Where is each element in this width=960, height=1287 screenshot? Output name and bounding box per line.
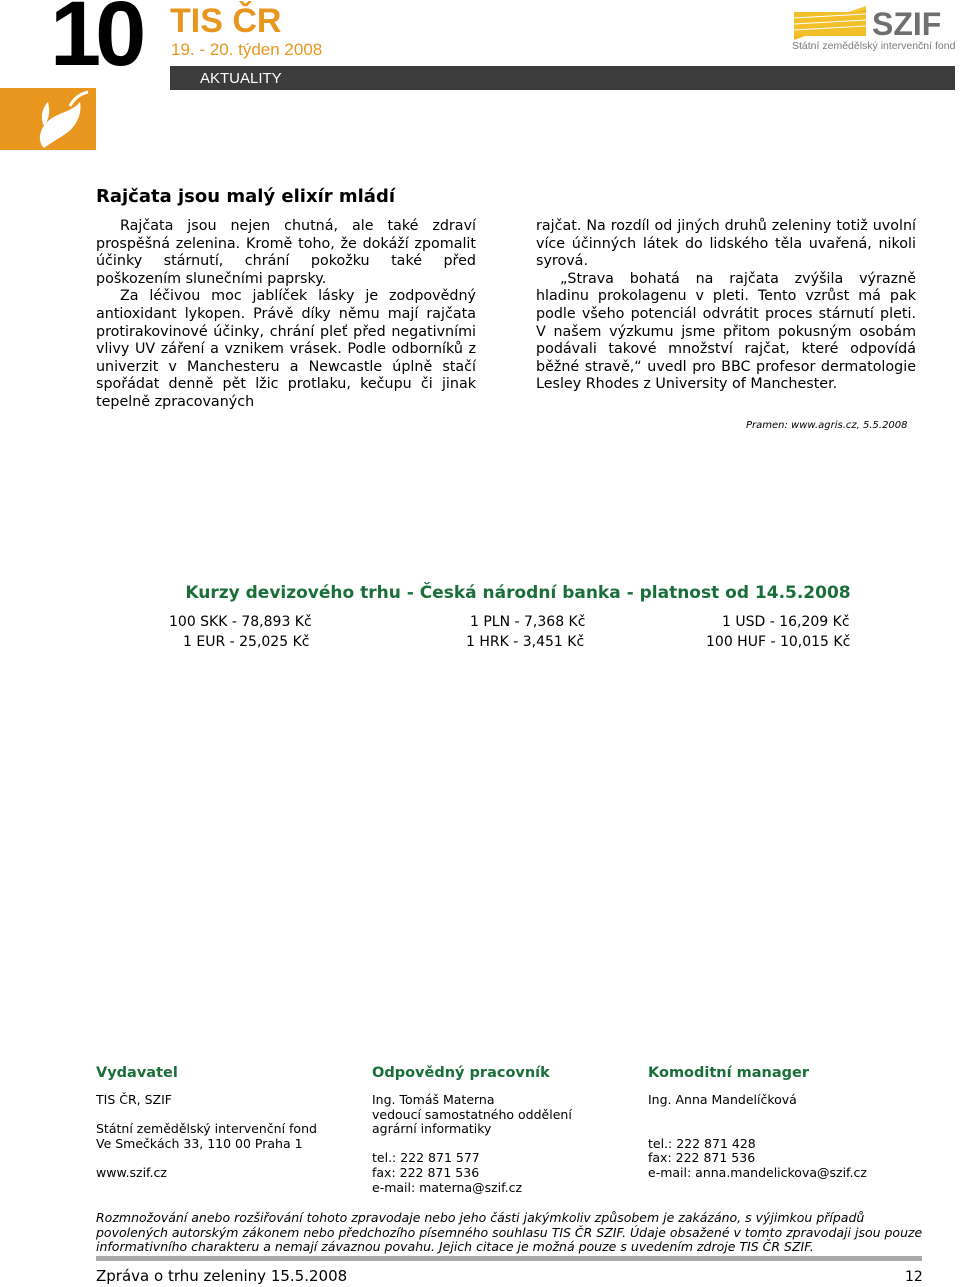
paragraph: „Strava bohatá na rajčata zvýšila výrazně hladinu prokolagenu v pleti. Tento vzrůst má pak podle všeho potenciál odvrátit proces stárnutí pleti. V našem výzkumu jsme přitom pokusným osobám podávali takové množství rajčat, které odpovídá běžné stravě,“ uvedl pro BBC profesor dermatologie Lesley Rhodes z University of Manchester. <box>536 270 916 393</box>
publisher-website-link[interactable]: www.szif.cz <box>96 1164 167 1180</box>
manager-line: Ing. Anna Mandelíčková <box>648 1092 797 1107</box>
disclaimer: Rozmnožování anebo rozšiřování tohoto zpravodaje nebo jeho části jakýmkoliv způsobem je zakázáno, s výjimkou případů povolených autorským zákonem nebo předchozího písemného souhlasu TIS ČR SZIF. Údaje obsažené v tomto zpravodaji jsou pouze informativního charakteru a nemají závaznou povahu. Jejich citace je možná pouze s uvedením zdroje TIS ČR SZIF. <box>96 1210 923 1255</box>
spacer <box>648 1108 867 1123</box>
responsible-line: Ing. Tomáš Materna <box>372 1092 495 1107</box>
manager-line: fax: 222 871 536 <box>648 1150 756 1166</box>
article-right-column <box>536 218 916 394</box>
week-label: 19. - 20. týden 2008 <box>171 40 323 59</box>
responsible-email-link[interactable]: e-mail: materna@szif.cz <box>372 1179 523 1195</box>
responsible-line: tel.: 222 871 577 <box>372 1150 480 1166</box>
spacer <box>96 1151 317 1166</box>
szif-stripes-icon <box>794 6 866 40</box>
manager-line: tel.: 222 871 428 <box>648 1135 756 1151</box>
rate-item: 100 HUF - 10,015 Kč <box>706 634 851 650</box>
report-name: Zpráva o trhu zeleniny 15.5.2008 <box>96 1267 348 1285</box>
rate-item: 1 HRK - 3,451 Kč <box>466 634 585 650</box>
paragraph: Rajčata jsou nejen chutná, ale také zdraví prospěšná zelenina. Kromě toho, že dokáží zpomalit účinky stárnutí, chrání pokožku také před poškozením slunečními paprsky. <box>96 218 476 287</box>
publisher-line: TIS ČR, SZIF <box>96 1092 172 1107</box>
rate-item: 1 EUR - 25,025 Kč <box>183 634 310 650</box>
publisher-block <box>96 1065 317 1181</box>
responsible-line: vedoucí samostatného oddělení <box>372 1106 572 1122</box>
spacer <box>648 1122 867 1137</box>
footer-divider <box>96 1256 922 1261</box>
spacer <box>372 1137 572 1152</box>
spacer <box>96 1108 317 1123</box>
manager-heading: Komoditní manager <box>648 1065 810 1081</box>
rate-item: 100 SKK - 78,893 Kč <box>169 614 312 630</box>
manager-email-link[interactable]: e-mail: anna.mandelickova@szif.cz <box>648 1164 867 1180</box>
page-number: 12 <box>905 1269 923 1285</box>
paragraph: rajčat. Na rozdíl od jiných druhů zeleniny totiž uvolní více účinných látek do lidského těla uvařená, nikoli syrová. <box>536 218 916 270</box>
publisher-heading: Vydavatel <box>96 1065 178 1081</box>
responsible-heading: Odpovědný pracovník <box>372 1065 550 1081</box>
paragraph: Za léčivou moc jablíček lásky je zodpovědný antioxidant lykopen. Právě díky němu mají rajčata protirakovinové účinky, chrání pleť před negativními vlivy UV záření a vznikem vrásek. Podle odborníků z univerzit v Manchesteru a Newcastle úplně stačí spořádat denně pět lžic protlaku, kečupu či jinak tepelně zpracovaných <box>96 288 476 410</box>
issue-number: 10 <box>50 0 141 85</box>
pepper-icon <box>0 88 96 150</box>
szif-logo-text: SZIF <box>872 6 942 42</box>
rates-heading: Kurzy devizového trhu - Česká národní banka - platnost od 14.5.2008 <box>185 583 851 603</box>
article-title: Rajčata jsou malý elixír mládí <box>96 186 396 207</box>
section-label: AKTUALITY <box>200 70 282 87</box>
publisher-line: Státní zemědělský intervenční fond <box>96 1121 317 1137</box>
szif-subtitle: Státní zemědělský intervenční fond <box>792 40 956 52</box>
vegetable-emblem <box>0 88 96 150</box>
rate-item: 1 USD - 16,209 Kč <box>722 614 850 630</box>
responsible-block <box>372 1065 572 1195</box>
publisher-line: Ve Smečkách 33, 110 00 Praha 1 <box>96 1135 303 1151</box>
article-left-column <box>96 218 476 412</box>
responsible-line: fax: 222 871 536 <box>372 1164 480 1180</box>
rate-item: 1 PLN - 7,368 Kč <box>470 614 586 630</box>
section-bar <box>170 66 955 90</box>
publisher-title: TIS ČR <box>170 2 282 40</box>
responsible-line: agrární informatiky <box>372 1121 492 1137</box>
manager-block <box>648 1065 867 1181</box>
article-source: Pramen: www.agris.cz, 5.5.2008 <box>746 420 908 431</box>
